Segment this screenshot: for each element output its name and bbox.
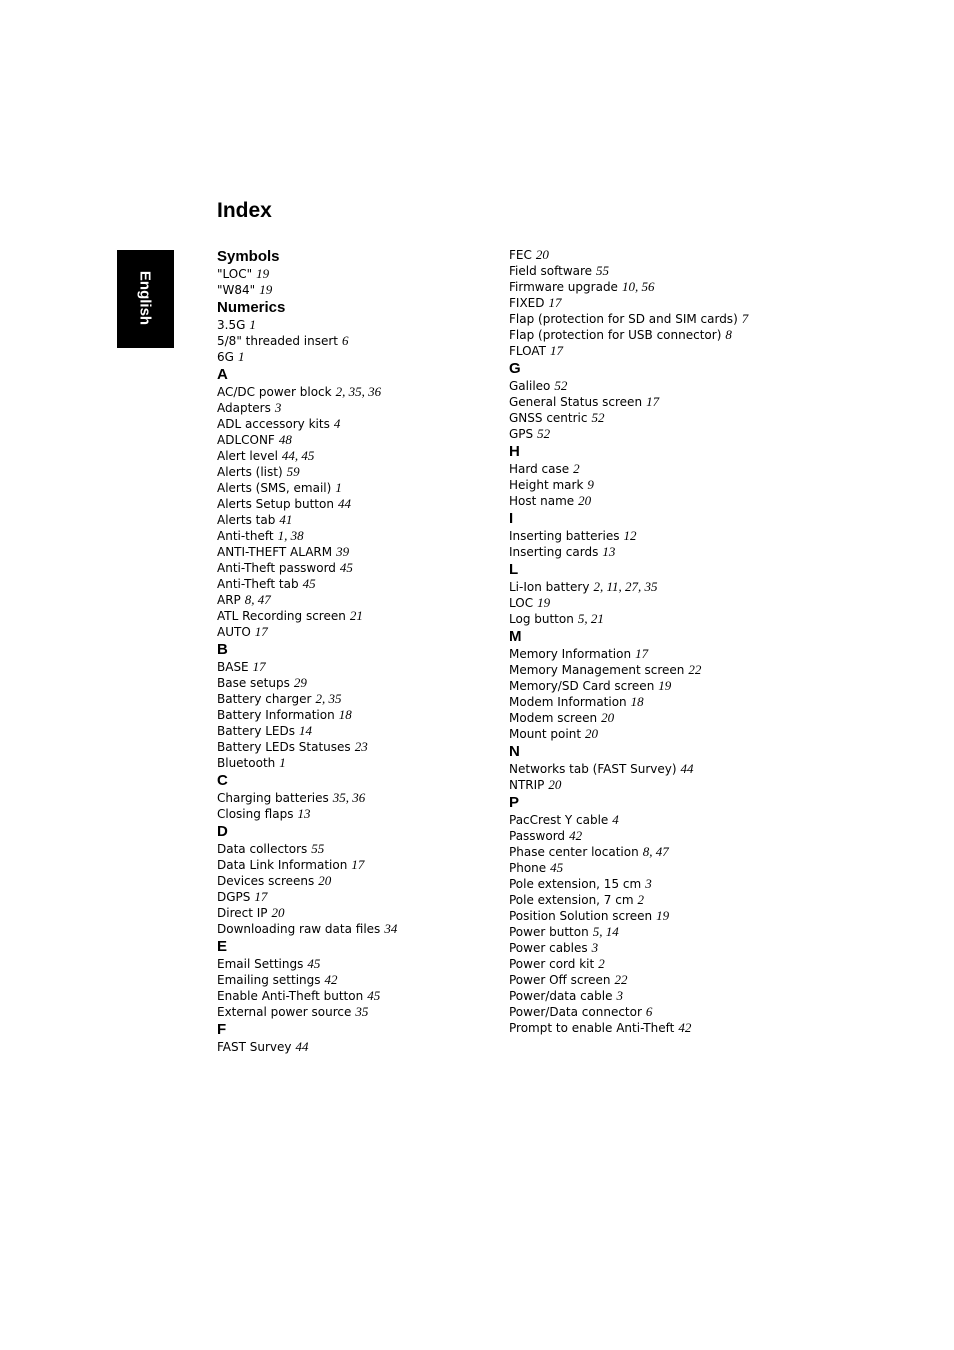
index-page-refs: 17	[254, 889, 268, 904]
index-letter-heading: B	[217, 641, 228, 658]
index-term: Flap (protection for SD and SIM cards)	[509, 312, 738, 326]
index-page-refs: 2	[637, 892, 645, 907]
index-entry	[217, 1039, 497, 1055]
index-term: Alerts tab	[217, 513, 276, 527]
index-term: Battery charger	[217, 692, 312, 706]
index-term: ARP	[217, 593, 241, 607]
index-entry	[217, 560, 497, 576]
index-page-refs: 5, 21	[577, 611, 604, 626]
index-term: Emailing settings	[217, 973, 321, 987]
index-page-refs: 45	[307, 956, 321, 971]
index-term: FEC	[509, 248, 532, 262]
index-entry	[217, 416, 497, 432]
index-term: AC/DC power block	[217, 385, 332, 399]
index-page-refs: 19	[537, 595, 551, 610]
index-term: FAST Survey	[217, 1040, 292, 1054]
index-entry	[217, 400, 497, 416]
index-entry	[217, 480, 497, 496]
index-page-refs: 8	[725, 327, 732, 342]
index-term: Phone	[509, 861, 547, 875]
index-term: 5/8" threaded insert	[217, 334, 339, 348]
index-term: Anti-Theft password	[217, 561, 336, 575]
index-entry	[217, 723, 497, 739]
index-page-refs: 17	[351, 857, 365, 872]
index-term: Bluetooth	[217, 756, 276, 770]
index-page-refs: 19	[256, 266, 270, 281]
index-page-refs: 45	[339, 560, 353, 575]
index-entry	[217, 317, 497, 333]
index-term: Anti-Theft tab	[217, 577, 299, 591]
index-term: External power source	[217, 1005, 352, 1019]
index-page-refs: 44	[680, 761, 694, 776]
index-term: Devices screens	[217, 874, 315, 888]
index-entry	[509, 940, 789, 956]
index-term: Data Link Information	[217, 858, 348, 872]
index-column-left	[217, 247, 497, 1055]
index-entry	[217, 873, 497, 889]
index-term: AUTO	[217, 625, 251, 639]
index-page-refs: 4	[612, 812, 619, 827]
index-entry	[509, 426, 789, 442]
index-entry	[217, 707, 497, 723]
index-entry	[217, 448, 497, 464]
index-entry	[217, 282, 497, 298]
index-term: Password	[509, 829, 566, 843]
index-term: Inserting cards	[509, 545, 599, 559]
index-page-refs: 20	[318, 873, 332, 888]
index-entry	[509, 908, 789, 924]
index-term: "LOC"	[217, 267, 253, 281]
index-term: "W84"	[217, 283, 256, 297]
index-letter-heading: H	[509, 443, 520, 460]
index-entry	[509, 662, 789, 678]
index-page-refs: 21	[349, 608, 363, 623]
index-letter-heading: Symbols	[217, 248, 280, 265]
index-entry	[509, 461, 789, 477]
index-term: Adapters	[217, 401, 271, 415]
index-entry	[217, 790, 497, 806]
page-title: Index	[217, 199, 272, 222]
index-letter-heading: F	[217, 1021, 227, 1038]
index-term: Power button	[509, 925, 589, 939]
index-page-refs: 55	[596, 263, 610, 278]
index-entry	[217, 956, 497, 972]
index-entry	[217, 659, 497, 675]
index-letter-heading: G	[509, 360, 521, 377]
index-entry	[217, 349, 497, 365]
index-entry	[217, 592, 497, 608]
index-entry	[217, 464, 497, 480]
index-page-refs: 17	[252, 659, 266, 674]
index-entry	[509, 410, 789, 426]
index-entry	[509, 311, 789, 327]
index-page-refs: 17	[254, 624, 268, 639]
index-term: Direct IP	[217, 906, 268, 920]
index-entry	[217, 624, 497, 640]
index-letter-heading: Numerics	[217, 299, 286, 316]
index-page-refs: 14	[299, 723, 312, 738]
index-entry	[509, 678, 789, 694]
index-page-refs: 45	[550, 860, 564, 875]
index-entry	[509, 477, 789, 493]
index-term: Alerts (SMS, email)	[217, 481, 332, 495]
index-term: Closing flaps	[217, 807, 294, 821]
index-page-refs: 1	[279, 755, 286, 770]
index-term: Memory/SD Card screen	[509, 679, 655, 693]
index-page-refs: 41	[279, 512, 293, 527]
index-page-refs: 19	[658, 678, 672, 693]
index-entry	[217, 432, 497, 448]
index-letter-heading: E	[217, 938, 228, 955]
index-entry	[217, 806, 497, 822]
index-page-refs: 55	[311, 841, 325, 856]
index-entry	[509, 595, 789, 611]
index-term: Height mark	[509, 478, 584, 492]
index-entry	[509, 528, 789, 544]
index-page-refs: 17	[548, 295, 562, 310]
index-page-refs: 20	[548, 777, 562, 792]
index-entry	[509, 646, 789, 662]
index-page-refs: 2	[573, 461, 580, 476]
index-term: Power/data cable	[509, 989, 613, 1003]
index-term: PacCrest Y cable	[509, 813, 609, 827]
index-page-refs: 45	[302, 576, 316, 591]
index-term: Modem screen	[509, 711, 598, 725]
index-term: NTRIP	[509, 778, 545, 792]
index-term: Charging batteries	[217, 791, 329, 805]
index-page-refs: 17	[646, 394, 660, 409]
index-entry	[509, 812, 789, 828]
language-tab	[117, 250, 174, 348]
index-entry	[509, 988, 789, 1004]
index-term: Memory Information	[509, 647, 632, 661]
index-term: ATL Recording screen	[217, 609, 346, 623]
index-term: Anti-theft	[217, 529, 274, 543]
index-entry	[217, 528, 497, 544]
index-term: Firmware upgrade	[509, 280, 618, 294]
index-entry	[217, 384, 497, 400]
index-entry	[509, 295, 789, 311]
index-term: 3.5G	[217, 318, 246, 332]
index-entry	[509, 777, 789, 793]
index-page-refs: 3	[591, 940, 599, 955]
index-term: Modem Information	[509, 695, 627, 709]
index-page-refs: 3	[616, 988, 623, 1003]
index-entry	[217, 333, 497, 349]
index-term: Log button	[509, 612, 574, 626]
index-term: Hard case	[509, 462, 570, 476]
index-page-refs: 18	[630, 694, 644, 709]
index-entry	[217, 266, 497, 282]
index-term: Inserting batteries	[509, 529, 620, 543]
index-page-refs: 1	[335, 480, 342, 495]
index-entry	[509, 710, 789, 726]
index-term: ADLCONF	[217, 433, 275, 447]
index-entry	[217, 921, 497, 937]
index-page-refs: 5, 14	[592, 924, 619, 939]
index-entry	[509, 1004, 789, 1020]
index-term: Battery Information	[217, 708, 335, 722]
index-page-refs: 44, 45	[281, 448, 315, 463]
index-term: Memory Management screen	[509, 663, 685, 677]
index-page-refs: 13	[602, 544, 616, 559]
index-entry	[217, 1004, 497, 1020]
index-page-refs: 7	[741, 311, 749, 326]
index-page-refs: 42	[569, 828, 583, 843]
index-page-refs: 6	[645, 1004, 653, 1019]
index-term: Power/Data connector	[509, 1005, 642, 1019]
index-term: Email Settings	[217, 957, 304, 971]
index-entry	[217, 691, 497, 707]
index-term: DGPS	[217, 890, 251, 904]
index-letter-heading: L	[509, 561, 519, 578]
index-term: Enable Anti-Theft button	[217, 989, 364, 1003]
language-tab-label: English	[136, 270, 154, 326]
index-page-refs: 52	[591, 410, 605, 425]
index-page-refs: 10, 56	[621, 279, 655, 294]
index-entry	[217, 739, 497, 755]
index-entry	[217, 608, 497, 624]
index-entry	[217, 889, 497, 905]
index-term: FIXED	[509, 296, 545, 310]
index-page-refs: 1, 38	[277, 528, 304, 543]
index-page-refs: 9	[587, 477, 594, 492]
index-entry	[217, 905, 497, 921]
index-page-refs: 1	[237, 349, 245, 364]
index-term: GNSS centric	[509, 411, 588, 425]
index-term: Alert level	[217, 449, 278, 463]
index-term: Alerts Setup button	[217, 497, 334, 511]
index-page-refs: 44	[295, 1039, 309, 1054]
index-term: Power cord kit	[509, 957, 595, 971]
index-entry	[509, 972, 789, 988]
index-page-refs: 59	[286, 464, 300, 479]
index-page-refs: 23	[354, 739, 368, 754]
index-page-refs: 22	[614, 972, 628, 987]
index-term: Power cables	[509, 941, 588, 955]
index-page-refs: 42	[324, 972, 338, 987]
index-letter-heading: P	[509, 794, 520, 811]
index-entry	[217, 544, 497, 560]
index-column-right	[509, 247, 789, 1036]
index-letter-heading: A	[217, 366, 228, 383]
index-page-refs: 17	[635, 646, 649, 661]
index-entry	[217, 496, 497, 512]
index-term: Power Off screen	[509, 973, 611, 987]
index-page-refs: 1	[249, 317, 256, 332]
index-entry	[217, 755, 497, 771]
index-page-refs: 2, 35, 36	[335, 384, 382, 399]
index-term: Phase center location	[509, 845, 639, 859]
index-entry	[217, 857, 497, 873]
index-page-refs: 52	[554, 378, 568, 393]
index-term: Li-Ion battery	[509, 580, 590, 594]
index-letter-heading: M	[509, 628, 522, 645]
index-term: Pole extension, 15 cm	[509, 877, 642, 891]
index-letter-heading: I	[509, 510, 514, 527]
index-page-refs: 29	[293, 675, 307, 690]
index-page-refs: 18	[338, 707, 352, 722]
index-page-refs: 48	[278, 432, 292, 447]
index-page-refs: 3	[274, 400, 282, 415]
index-term: Field software	[509, 264, 593, 278]
index-page-refs: 19	[259, 282, 273, 297]
index-entry	[509, 247, 789, 263]
index-term: Base setups	[217, 676, 290, 690]
index-page-refs: 44	[337, 496, 351, 511]
index-page-refs: 8, 47	[642, 844, 669, 859]
index-term: General Status screen	[509, 395, 643, 409]
index-page-refs: 2	[598, 956, 605, 971]
index-page-refs: 20	[271, 905, 285, 920]
index-page-refs: 20	[578, 493, 592, 508]
index-term: LOC	[509, 596, 534, 610]
index-entry	[509, 892, 789, 908]
index-entry	[509, 694, 789, 710]
index-page-refs: 2, 35	[315, 691, 342, 706]
index-entry	[509, 611, 789, 627]
index-term: Mount point	[509, 727, 582, 741]
index-term: Host name	[509, 494, 575, 508]
index-page-refs: 42	[678, 1020, 692, 1035]
index-term: BASE	[217, 660, 249, 674]
index-page-refs: 4	[333, 416, 341, 431]
index-term: GPS	[509, 427, 534, 441]
index-page-refs: 17	[550, 343, 564, 358]
index-page-refs: 13	[297, 806, 311, 821]
index-page-refs: 20	[585, 726, 599, 741]
index-entry	[509, 844, 789, 860]
index-entry	[509, 579, 789, 595]
index-entry	[509, 956, 789, 972]
index-letter-heading: N	[509, 743, 520, 760]
index-entry	[509, 263, 789, 279]
index-page-refs: 8, 47	[244, 592, 271, 607]
index-entry	[217, 841, 497, 857]
index-page-refs: 34	[384, 921, 398, 936]
index-term: ADL accessory kits	[217, 417, 330, 431]
index-term: Flap (protection for USB connector)	[509, 328, 722, 342]
index-page-refs: 12	[623, 528, 637, 543]
index-entry	[509, 876, 789, 892]
index-term: ANTI-THEFT ALARM	[217, 545, 333, 559]
index-page-refs: 19	[656, 908, 670, 923]
index-term: Galileo	[509, 379, 551, 393]
index-term: Downloading raw data files	[217, 922, 381, 936]
index-term: 6G	[217, 350, 234, 364]
index-entry	[217, 576, 497, 592]
index-term: FLOAT	[509, 344, 547, 358]
index-page-refs: 45	[367, 988, 381, 1003]
index-entry	[509, 493, 789, 509]
index-page-refs: 35, 36	[332, 790, 366, 805]
index-term: Position Solution screen	[509, 909, 653, 923]
index-entry	[217, 988, 497, 1004]
index-entry	[509, 726, 789, 742]
index-entry	[509, 860, 789, 876]
index-entry	[509, 343, 789, 359]
index-term: Alerts (list)	[217, 465, 283, 479]
index-entry	[509, 327, 789, 343]
index-page-refs: 3	[645, 876, 652, 891]
index-page-refs: 20	[601, 710, 615, 725]
index-page-refs: 20	[535, 247, 549, 262]
index-entry	[509, 761, 789, 777]
index-page-refs: 35	[355, 1004, 369, 1019]
index-page-refs: 22	[688, 662, 702, 677]
index-entry	[509, 378, 789, 394]
index-entry	[509, 279, 789, 295]
index-entry	[509, 394, 789, 410]
index-term: Networks tab (FAST Survey)	[509, 762, 677, 776]
index-letter-heading: D	[217, 823, 228, 840]
index-entry	[217, 675, 497, 691]
index-page-refs: 2, 11, 27, 35	[593, 579, 658, 594]
index-term: Battery LEDs Statuses	[217, 740, 351, 754]
index-entry	[509, 924, 789, 940]
index-letter-heading: C	[217, 772, 228, 789]
index-term: Pole extension, 7 cm	[509, 893, 634, 907]
index-page-refs: 6	[342, 333, 349, 348]
index-entry	[509, 1020, 789, 1036]
index-page-refs: 39	[336, 544, 350, 559]
index-entry	[217, 972, 497, 988]
index-entry	[509, 828, 789, 844]
index-term: Data collectors	[217, 842, 308, 856]
index-page-refs: 52	[537, 426, 551, 441]
index-term: Battery LEDs	[217, 724, 295, 738]
index-entry	[217, 512, 497, 528]
index-term: Prompt to enable Anti-Theft	[509, 1021, 675, 1035]
index-entry	[509, 544, 789, 560]
